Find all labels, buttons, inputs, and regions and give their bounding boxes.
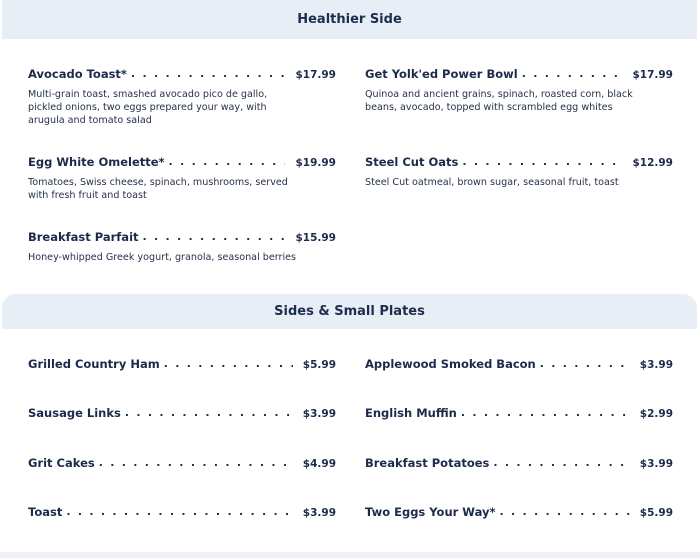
menu-item-egg-white-omelette [28, 155, 336, 202]
dot-leader [66, 505, 292, 518]
dot-leader [143, 230, 286, 243]
item-description: Steel Cut oatmeal, brown sugar, seasonal fruit, toast [365, 177, 619, 188]
menu-item-power-bowl [365, 67, 673, 114]
item-name: Steel Cut Oats [365, 155, 459, 169]
item-price: $17.99 [632, 69, 673, 81]
item-price: $17.99 [295, 69, 336, 81]
item-description: Tomatoes, Swiss cheese, spinach, mushrooms, served with fresh fruit and toast [28, 177, 288, 201]
dot-leader [462, 155, 622, 168]
item-name: Applewood Smoked Bacon [365, 357, 536, 371]
page-divider [0, 552, 700, 558]
item-name: Egg White Omelette* [28, 155, 165, 169]
item-name: Sausage Links [28, 406, 121, 420]
dot-leader [493, 456, 629, 469]
item-price: $5.99 [639, 507, 673, 519]
menu-item-sausage-links [28, 406, 336, 422]
item-name: Grit Cakes [28, 456, 95, 470]
dot-leader [169, 155, 286, 168]
item-price: $5.99 [302, 359, 336, 371]
dot-leader [461, 406, 630, 419]
menu-item-smoked-bacon [365, 357, 673, 373]
menu-item-country-ham [28, 357, 336, 373]
section-header-healthier-side [2, 0, 697, 39]
item-name: Avocado Toast* [28, 67, 127, 81]
dot-leader [131, 67, 286, 80]
item-name: Get Yolk'ed Power Bowl [365, 67, 518, 81]
section-title: Sides & Small Plates [274, 304, 425, 319]
item-price: $2.99 [639, 408, 673, 420]
item-price: $3.99 [302, 507, 336, 519]
item-description: Quinoa and ancient grains, spinach, roasted corn, black beans, avocado, topped with scrambled egg whites [365, 89, 633, 113]
item-name: Two Eggs Your Way* [365, 505, 496, 519]
menu-item-avocado-toast [28, 67, 336, 127]
menu-item-breakfast-parfait [28, 230, 336, 264]
item-price: $3.99 [639, 458, 673, 470]
item-name: Grilled Country Ham [28, 357, 160, 371]
dot-leader [500, 505, 630, 518]
item-name: Toast [28, 505, 63, 519]
menu-item-grit-cakes [28, 456, 336, 472]
section-header-sides-small-plates [2, 294, 697, 329]
item-name: English Muffin [365, 406, 457, 420]
dot-leader [540, 357, 630, 370]
item-price: $4.99 [302, 458, 336, 470]
item-price: $19.99 [295, 157, 336, 169]
menu-item-breakfast-potatoes [365, 456, 673, 472]
section-title: Healthier Side [297, 12, 402, 27]
item-price: $12.99 [632, 157, 673, 169]
item-description: Multi-grain toast, smashed avocado pico de gallo, pickled onions, two eggs prepared your way, with arugula and tomato salad [28, 89, 268, 126]
item-description: Honey-whipped Greek yogurt, granola, seasonal berries [28, 252, 297, 263]
menu-item-english-muffin [365, 406, 673, 422]
dot-leader [522, 67, 623, 80]
item-price: $15.99 [295, 232, 336, 244]
dot-leader [125, 406, 293, 419]
menu-item-two-eggs [365, 505, 673, 521]
menu-item-steel-cut-oats [365, 155, 673, 189]
item-name: Breakfast Potatoes [365, 456, 490, 470]
dot-leader [164, 357, 293, 370]
item-price: $3.99 [639, 359, 673, 371]
item-price: $3.99 [302, 408, 336, 420]
dot-leader [99, 456, 293, 469]
item-name: Breakfast Parfait [28, 230, 139, 244]
menu-item-toast [28, 505, 336, 521]
